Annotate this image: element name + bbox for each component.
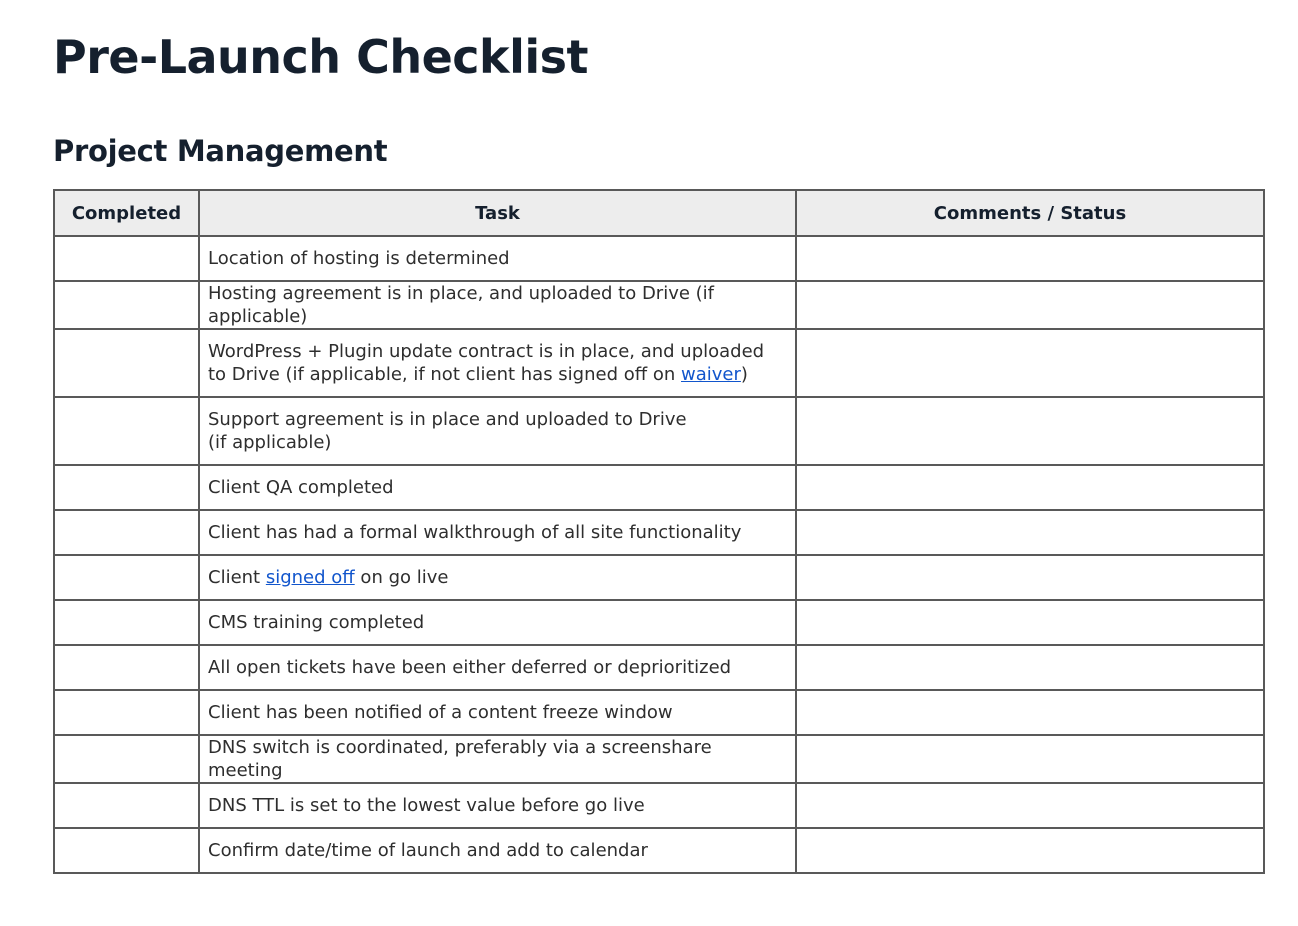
comments-cell[interactable] (796, 783, 1264, 828)
table-row (54, 555, 1264, 600)
task-cell: Location of hosting is determined (199, 236, 796, 281)
table-row (54, 828, 1264, 873)
task-cell: DNS TTL is set to the lowest value before go live (199, 783, 796, 828)
task-cell (199, 329, 796, 397)
completed-cell[interactable] (54, 828, 199, 873)
task-text: WordPress + Plugin update contract is in place, and uploaded to Drive (if applicable, if not client has signed off on (208, 341, 765, 385)
comments-cell[interactable] (796, 465, 1264, 510)
comments-cell[interactable] (796, 329, 1264, 397)
completed-cell[interactable] (54, 397, 199, 465)
completed-cell[interactable] (54, 465, 199, 510)
completed-cell[interactable] (54, 690, 199, 735)
table-row (54, 783, 1264, 828)
table-row (54, 465, 1264, 510)
task-cell: Support agreement is in place and uploaded to Drive (if applicable) (199, 397, 796, 465)
task-cell: Confirm date/time of launch and add to calendar (199, 828, 796, 873)
table-row (54, 281, 1264, 329)
comments-cell[interactable] (796, 645, 1264, 690)
comments-cell[interactable] (796, 281, 1264, 329)
comments-cell[interactable] (796, 397, 1264, 465)
task-cell: Client has had a formal walkthrough of all site functionality (199, 510, 796, 555)
task-cell: Client has been notified of a content freeze window (199, 690, 796, 735)
comments-cell[interactable] (796, 735, 1264, 783)
completed-cell[interactable] (54, 281, 199, 329)
task-text: on go live (354, 567, 449, 588)
table-row (54, 510, 1264, 555)
table-row (54, 329, 1264, 397)
task-cell: DNS switch is coordinated, preferably via a screenshare meeting (199, 735, 796, 783)
column-header-task: Task (199, 190, 796, 236)
task-cell: Hosting agreement is in place, and uploaded to Drive (if applicable) (199, 281, 796, 329)
waiver-link[interactable]: waiver (681, 364, 741, 385)
task-cell: All open tickets have been either deferred or deprioritized (199, 645, 796, 690)
section-title: Project Management (53, 134, 388, 168)
task-cell: CMS training completed (199, 600, 796, 645)
comments-cell[interactable] (796, 510, 1264, 555)
table-row (54, 397, 1264, 465)
signed-off-link[interactable]: signed off (265, 567, 355, 588)
comments-cell[interactable] (796, 555, 1264, 600)
completed-cell[interactable] (54, 236, 199, 281)
task-cell: Client QA completed (199, 465, 796, 510)
table-row (54, 600, 1264, 645)
completed-cell[interactable] (54, 645, 199, 690)
comments-cell[interactable] (796, 236, 1264, 281)
table-header-row (54, 190, 1264, 236)
completed-cell[interactable] (54, 329, 199, 397)
completed-cell[interactable] (54, 600, 199, 645)
comments-cell[interactable] (796, 690, 1264, 735)
table-row (54, 645, 1264, 690)
column-header-comments: Comments / Status (796, 190, 1264, 236)
table-row (54, 236, 1264, 281)
checklist-table (53, 189, 1265, 874)
task-text: ) (740, 364, 748, 385)
comments-cell[interactable] (796, 828, 1264, 873)
page-title: Pre-Launch Checklist (53, 30, 589, 84)
column-header-completed: Completed (54, 190, 199, 236)
table-row (54, 690, 1264, 735)
task-text: Client (208, 567, 266, 588)
completed-cell[interactable] (54, 783, 199, 828)
completed-cell[interactable] (54, 735, 199, 783)
completed-cell[interactable] (54, 555, 199, 600)
comments-cell[interactable] (796, 600, 1264, 645)
task-cell (199, 555, 796, 600)
table-row (54, 735, 1264, 783)
completed-cell[interactable] (54, 510, 199, 555)
